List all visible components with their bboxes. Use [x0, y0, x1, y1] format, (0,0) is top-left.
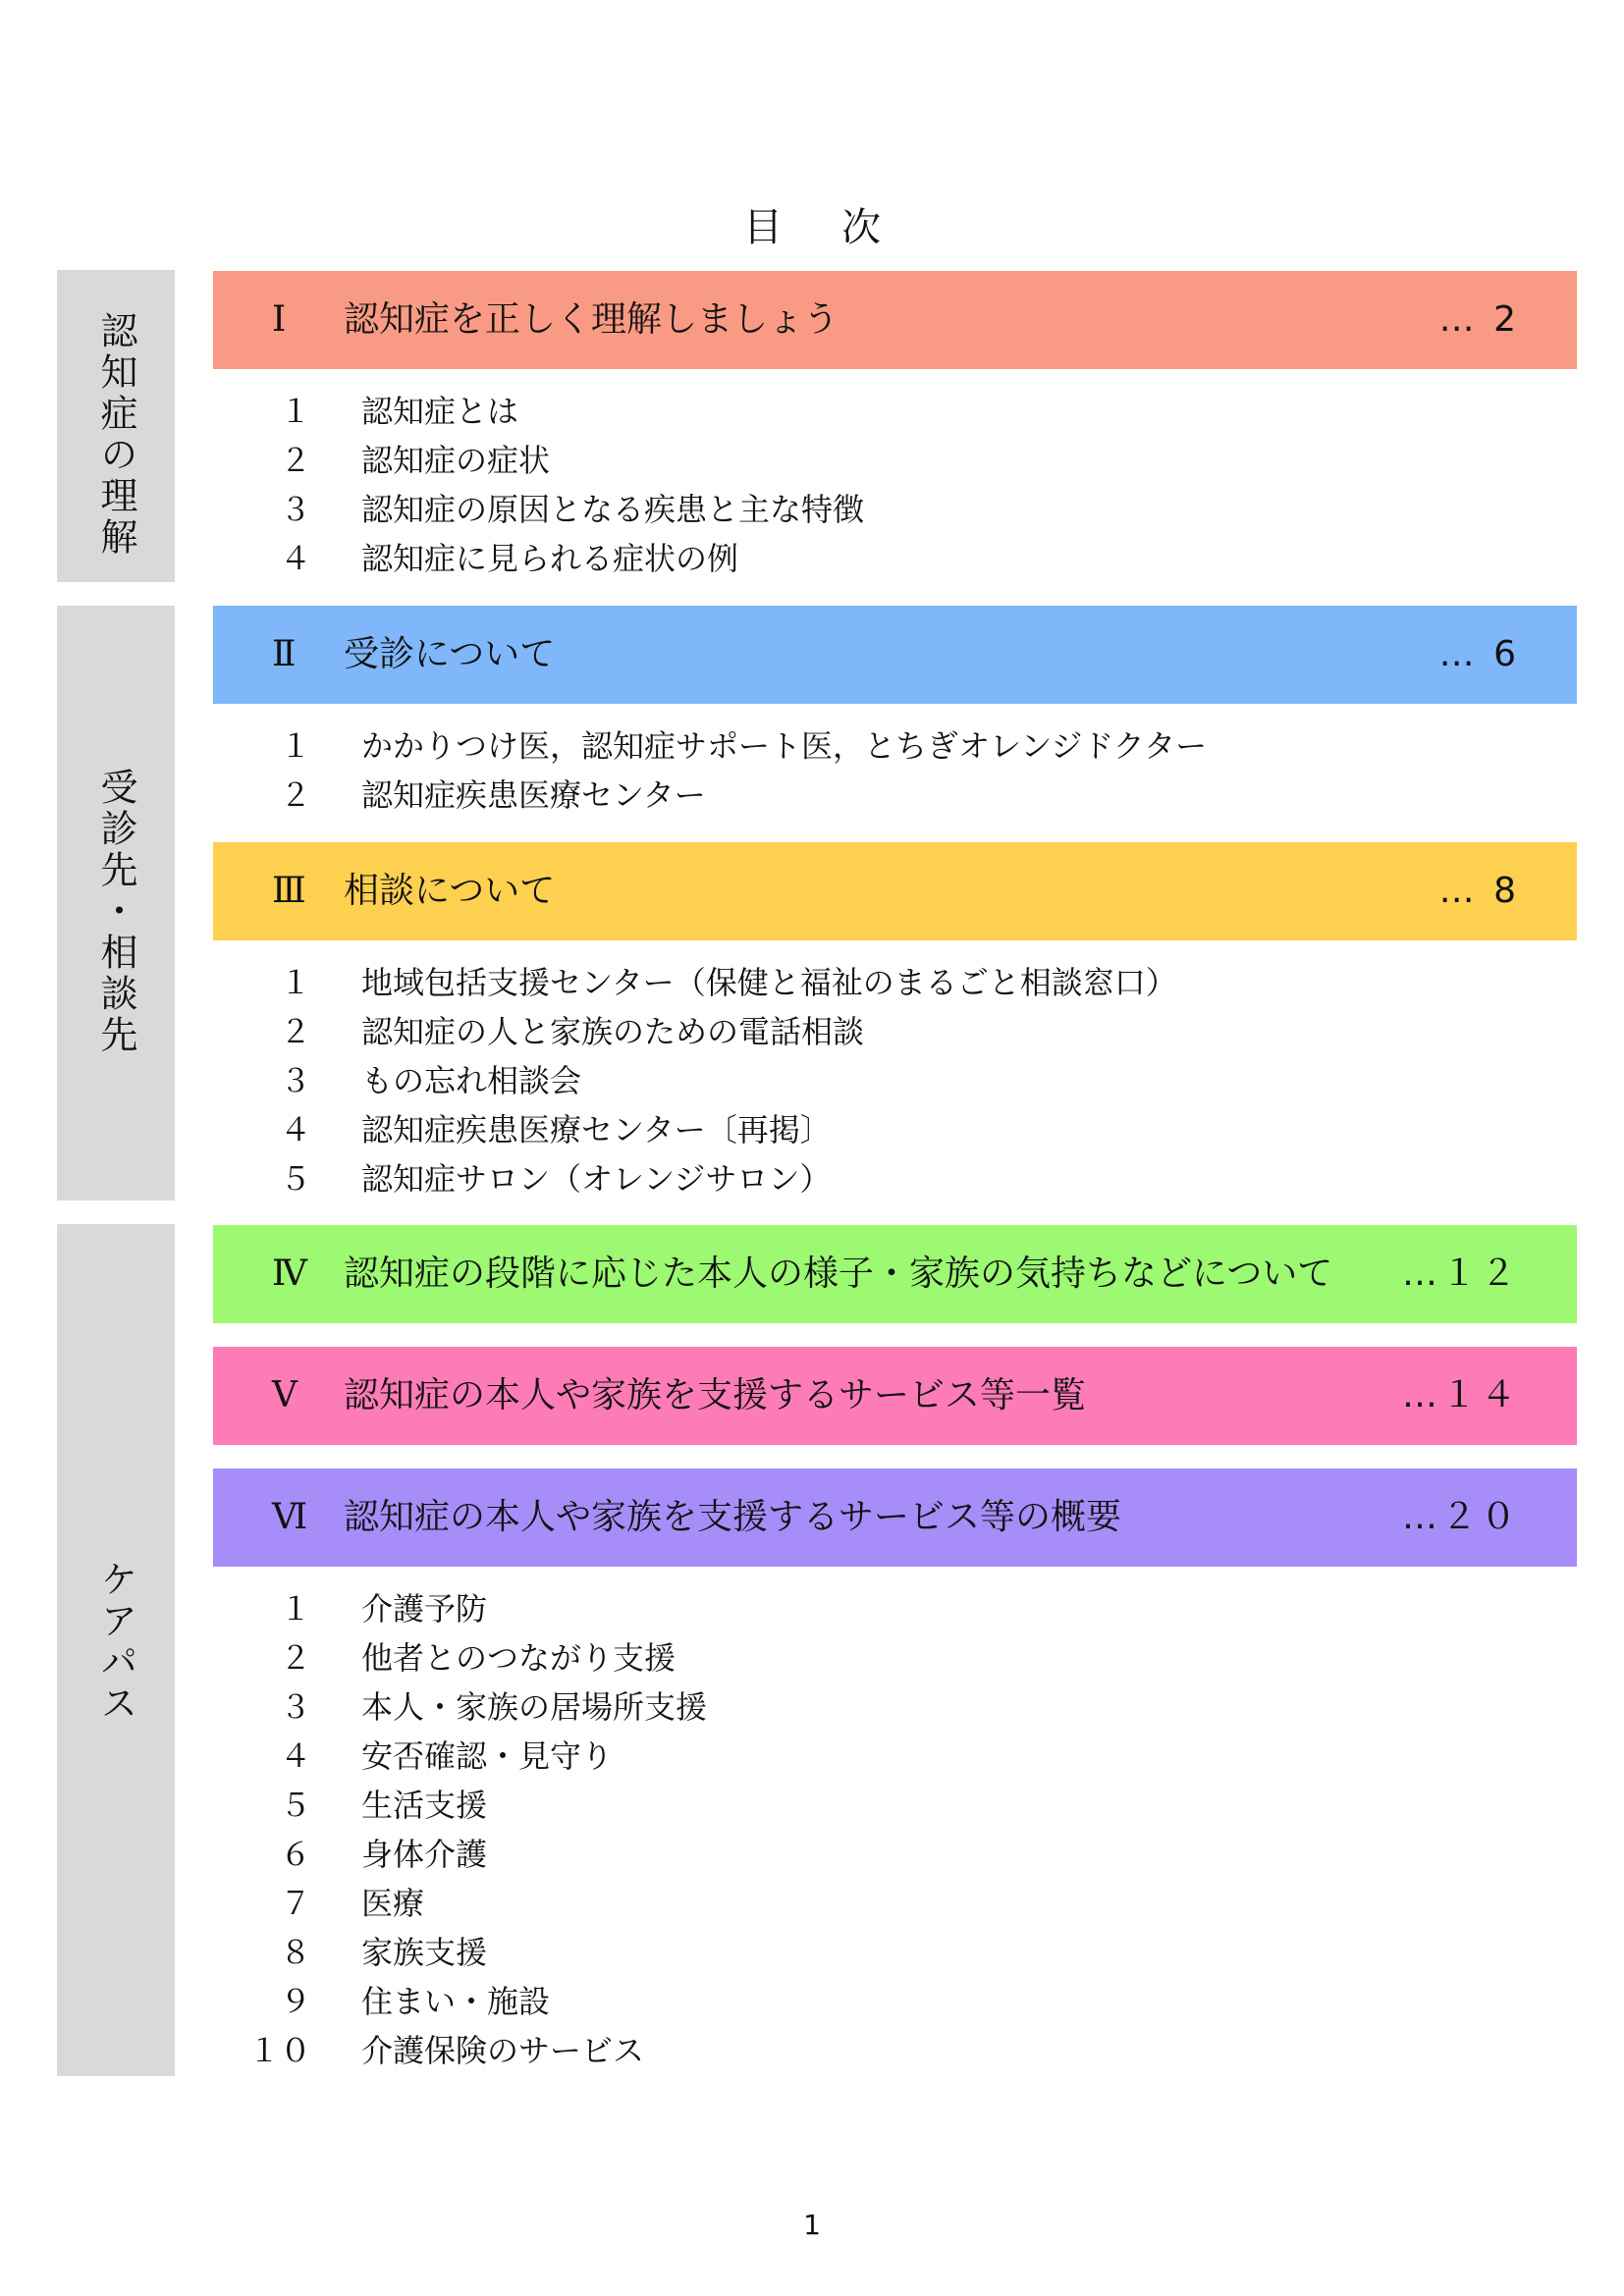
section-page: … 6 [1438, 634, 1520, 674]
sidebar-consultation [57, 606, 175, 1201]
list-item[interactable] [213, 534, 1577, 583]
item-title: 家族支援 [361, 1934, 488, 1971]
list-item[interactable] [213, 1977, 1577, 2026]
item-title: 本人・家族の居場所支援 [361, 1688, 708, 1726]
item-number: １ [279, 1590, 311, 1628]
sidebar-carepath [57, 1224, 175, 2076]
item-number: ３ [279, 1688, 311, 1726]
item-number: ５ [279, 1160, 311, 1198]
item-title: 安否確認・見守り [361, 1737, 614, 1775]
item-number: ８ [279, 1934, 311, 1971]
item-title: 介護予防 [361, 1590, 488, 1628]
section-items [213, 387, 1577, 583]
section-items [213, 1584, 1577, 2075]
section-numeral: Ⅰ [272, 299, 287, 340]
list-item[interactable] [213, 958, 1577, 1007]
section-title: 認知症の段階に応じた本人の様子・家族の気持ちなどについて [344, 1254, 1333, 1294]
item-number: １０ [247, 2032, 311, 2069]
item-title: 認知症とは [361, 393, 519, 430]
list-item[interactable] [213, 1928, 1577, 1977]
item-title: 認知症の症状 [361, 442, 551, 479]
item-number: ３ [279, 1062, 311, 1099]
item-number: ４ [279, 1111, 311, 1148]
list-item[interactable] [213, 1830, 1577, 1879]
item-number: １ [279, 964, 311, 1001]
section-header[interactable] [213, 842, 1577, 940]
item-number: ９ [279, 1983, 311, 2020]
section-items [213, 958, 1577, 1203]
list-item[interactable] [213, 1154, 1577, 1203]
item-number: ２ [279, 776, 311, 814]
sidebar-understanding [57, 270, 175, 582]
list-item[interactable] [213, 1056, 1577, 1105]
list-item[interactable] [213, 1105, 1577, 1154]
item-title: 認知症の人と家族のための電話相談 [361, 1013, 865, 1050]
list-item[interactable] [213, 485, 1577, 534]
list-item[interactable] [213, 1879, 1577, 1928]
item-title: 医療 [361, 1885, 425, 1922]
sidebar-label: ケアパス [94, 1560, 137, 1725]
section-page: … 8 [1438, 871, 1520, 911]
item-title: 認知症の原因となる疾患と主な特徴 [361, 491, 865, 528]
section-header[interactable] [213, 1225, 1577, 1323]
item-number: ３ [279, 491, 311, 528]
section-title: 認知症を正しく理解しましょう [344, 299, 839, 340]
section-numeral: Ⅳ [272, 1254, 307, 1294]
list-item[interactable] [213, 2026, 1577, 2075]
sidebar-label: 認知症の理解 [94, 311, 137, 559]
list-item[interactable] [213, 1682, 1577, 1732]
list-item[interactable] [213, 1781, 1577, 1830]
section-title: 相談について [344, 871, 556, 911]
item-number: ４ [279, 1737, 311, 1775]
item-title: 認知症に見られる症状の例 [361, 540, 739, 577]
item-title: 介護保険のサービス [361, 2032, 645, 2069]
list-item[interactable] [213, 1732, 1577, 1781]
item-title: 地域包括支援センター（保健と福祉のまるごと相談窓口） [361, 964, 1177, 1001]
item-title: 生活支援 [361, 1787, 488, 1824]
section-header[interactable] [213, 1468, 1577, 1567]
section-numeral: Ⅴ [272, 1375, 298, 1415]
section-header[interactable] [213, 1347, 1577, 1445]
section-header[interactable] [213, 606, 1577, 704]
page-number: 1 [803, 2209, 821, 2241]
section-page: …１２ [1401, 1254, 1520, 1294]
item-number: ６ [279, 1836, 311, 1873]
item-title: かかりつけ医，認知症サポート医，とちぎオレンジドクター [361, 727, 1208, 765]
list-item[interactable] [213, 436, 1577, 485]
item-title: 認知症疾患医療センター〔再掲〕 [361, 1111, 832, 1148]
item-number: ５ [279, 1787, 311, 1824]
section-page: …２０ [1401, 1497, 1520, 1537]
item-title: もの忘れ相談会 [361, 1062, 582, 1099]
section-page: … 2 [1438, 299, 1520, 340]
item-number: ２ [279, 1639, 311, 1677]
list-item[interactable] [213, 387, 1577, 436]
section-numeral: Ⅵ [272, 1497, 308, 1537]
item-number: ７ [279, 1885, 311, 1922]
item-title: 認知症サロン（オレンジサロン） [361, 1160, 832, 1198]
section-numeral: Ⅱ [272, 634, 297, 674]
sidebar-label: 受診先・相談先 [94, 768, 137, 1056]
section-page: …１４ [1401, 1375, 1520, 1415]
item-number: ２ [279, 442, 311, 479]
item-number: １ [279, 393, 311, 430]
item-number: ２ [279, 1013, 311, 1050]
item-title: 住まい・施設 [361, 1983, 551, 2020]
list-item[interactable] [213, 1633, 1577, 1682]
list-item[interactable] [213, 1007, 1577, 1056]
section-title: 認知症の本人や家族を支援するサービス等の概要 [344, 1497, 1122, 1537]
section-items [213, 721, 1577, 820]
item-number: １ [279, 727, 311, 765]
list-item[interactable] [213, 721, 1577, 771]
list-item[interactable] [213, 1584, 1577, 1633]
item-title: 他者とのつながり支援 [361, 1639, 677, 1677]
section-header[interactable] [213, 271, 1577, 369]
section-numeral: Ⅲ [272, 871, 306, 911]
section-title: 受診について [344, 634, 556, 674]
item-number: ４ [279, 540, 311, 577]
list-item[interactable] [213, 771, 1577, 820]
item-title: 身体介護 [361, 1836, 488, 1873]
section-title: 認知症の本人や家族を支援するサービス等一覧 [344, 1375, 1087, 1415]
item-title: 認知症疾患医療センター [361, 776, 706, 814]
page-title: 目次 [743, 205, 940, 250]
